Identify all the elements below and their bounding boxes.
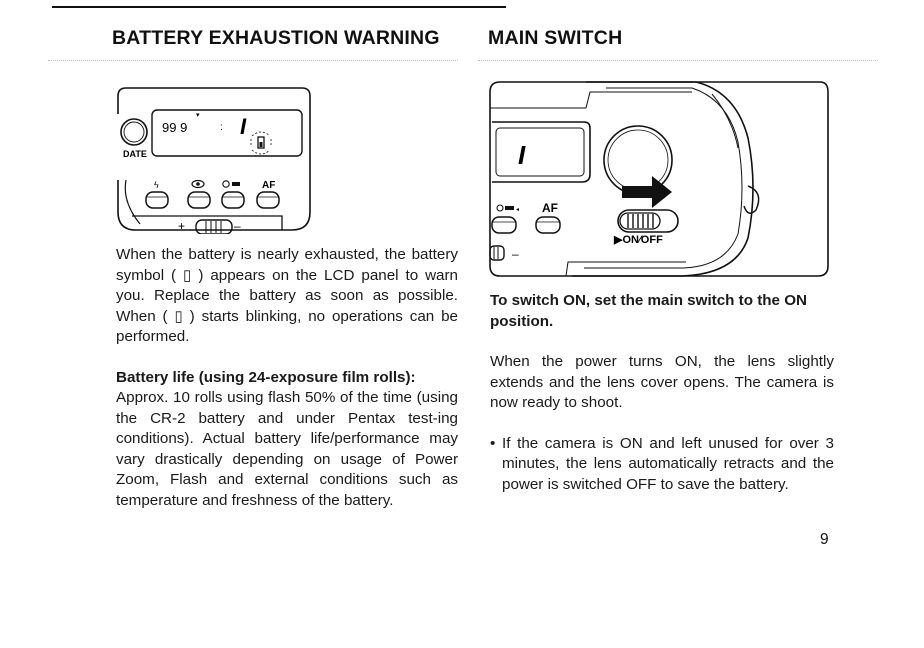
date-button[interactable] bbox=[121, 119, 147, 145]
lcd-frame-count: I bbox=[240, 114, 247, 139]
red-eye-icon bbox=[192, 181, 204, 188]
red-eye-button[interactable] bbox=[188, 192, 210, 208]
section-heading-battery-warning: BATTERY EXHAUSTION WARNING bbox=[112, 27, 440, 49]
af-button[interactable] bbox=[257, 192, 279, 208]
self-timer-icon bbox=[223, 181, 240, 187]
flash-icon: ϟ bbox=[154, 180, 159, 190]
shutter-button[interactable] bbox=[604, 126, 672, 194]
flash-mode-button[interactable] bbox=[146, 192, 168, 208]
svg-text:◂: ◂ bbox=[516, 207, 520, 213]
on-off-label: ▶ON∕OFF bbox=[614, 234, 663, 246]
zoom-minus-label: – bbox=[512, 247, 519, 261]
lcd-window bbox=[492, 122, 590, 182]
zoom-lever[interactable] bbox=[196, 220, 232, 234]
date-label: DATE bbox=[123, 149, 147, 159]
battery-icon bbox=[251, 132, 271, 154]
zoom-plus-label: + bbox=[178, 219, 186, 233]
self-timer-button[interactable] bbox=[222, 192, 244, 208]
main-switch-text-column bbox=[490, 291, 834, 495]
lcd-colon: : bbox=[220, 122, 223, 133]
zoom-lever[interactable] bbox=[490, 246, 504, 260]
bullet-icon: • bbox=[490, 434, 496, 452]
lcd-panel-illustration bbox=[112, 84, 316, 234]
power-on-paragraph: When the power turns ON, the lens slightly extends and the lens cover opens. The camera is now ready to shoot. bbox=[490, 353, 834, 411]
zoom-minus-label: – bbox=[234, 219, 241, 233]
page-number: 9 bbox=[820, 531, 829, 548]
lcd-digits: 99 9 bbox=[162, 120, 188, 135]
divider-line bbox=[48, 60, 458, 61]
self-timer-icon bbox=[497, 205, 519, 213]
battery-life-paragraph: Approx. 10 rolls using flash 50% of the time (using the CR-2 battery and under Pentax test-ing conditions). Actual battery life/performance may vary drastically depending on usage of Power Zoom, Flash and external conditions such as temperature and freshness of the battery. bbox=[116, 389, 458, 509]
auto-off-note: If the camera is ON and left unused for over 3 minutes, the lens automatically retracts and the power is switched OFF to save the battery. bbox=[502, 434, 834, 493]
lcd-frame-count: I bbox=[518, 140, 526, 170]
af-label: AF bbox=[542, 201, 558, 215]
af-button[interactable] bbox=[536, 217, 560, 233]
switch-instruction: To switch ON, set the main switch to the ON position. bbox=[490, 292, 808, 330]
list-item bbox=[490, 434, 834, 496]
section-heading-main-switch: MAIN SWITCH bbox=[488, 27, 623, 49]
af-label: AF bbox=[262, 180, 276, 191]
lcd-tick-mark: ▾ bbox=[196, 112, 200, 119]
battery-text-column bbox=[116, 245, 458, 511]
battery-warning-paragraph: When the battery is nearly exhausted, the battery symbol ( ▯ ) appears on the LCD panel to warn you. Replace the battery as soon as possible. When ( ▯ ) starts blinking, no operations can be performed. bbox=[116, 246, 458, 345]
self-timer-button[interactable] bbox=[492, 217, 516, 233]
divider-line bbox=[478, 60, 878, 61]
main-switch-illustration bbox=[486, 78, 832, 280]
battery-life-subheading: Battery life (using 24-exposure film rolls): bbox=[116, 368, 416, 386]
top-rule bbox=[52, 6, 506, 8]
